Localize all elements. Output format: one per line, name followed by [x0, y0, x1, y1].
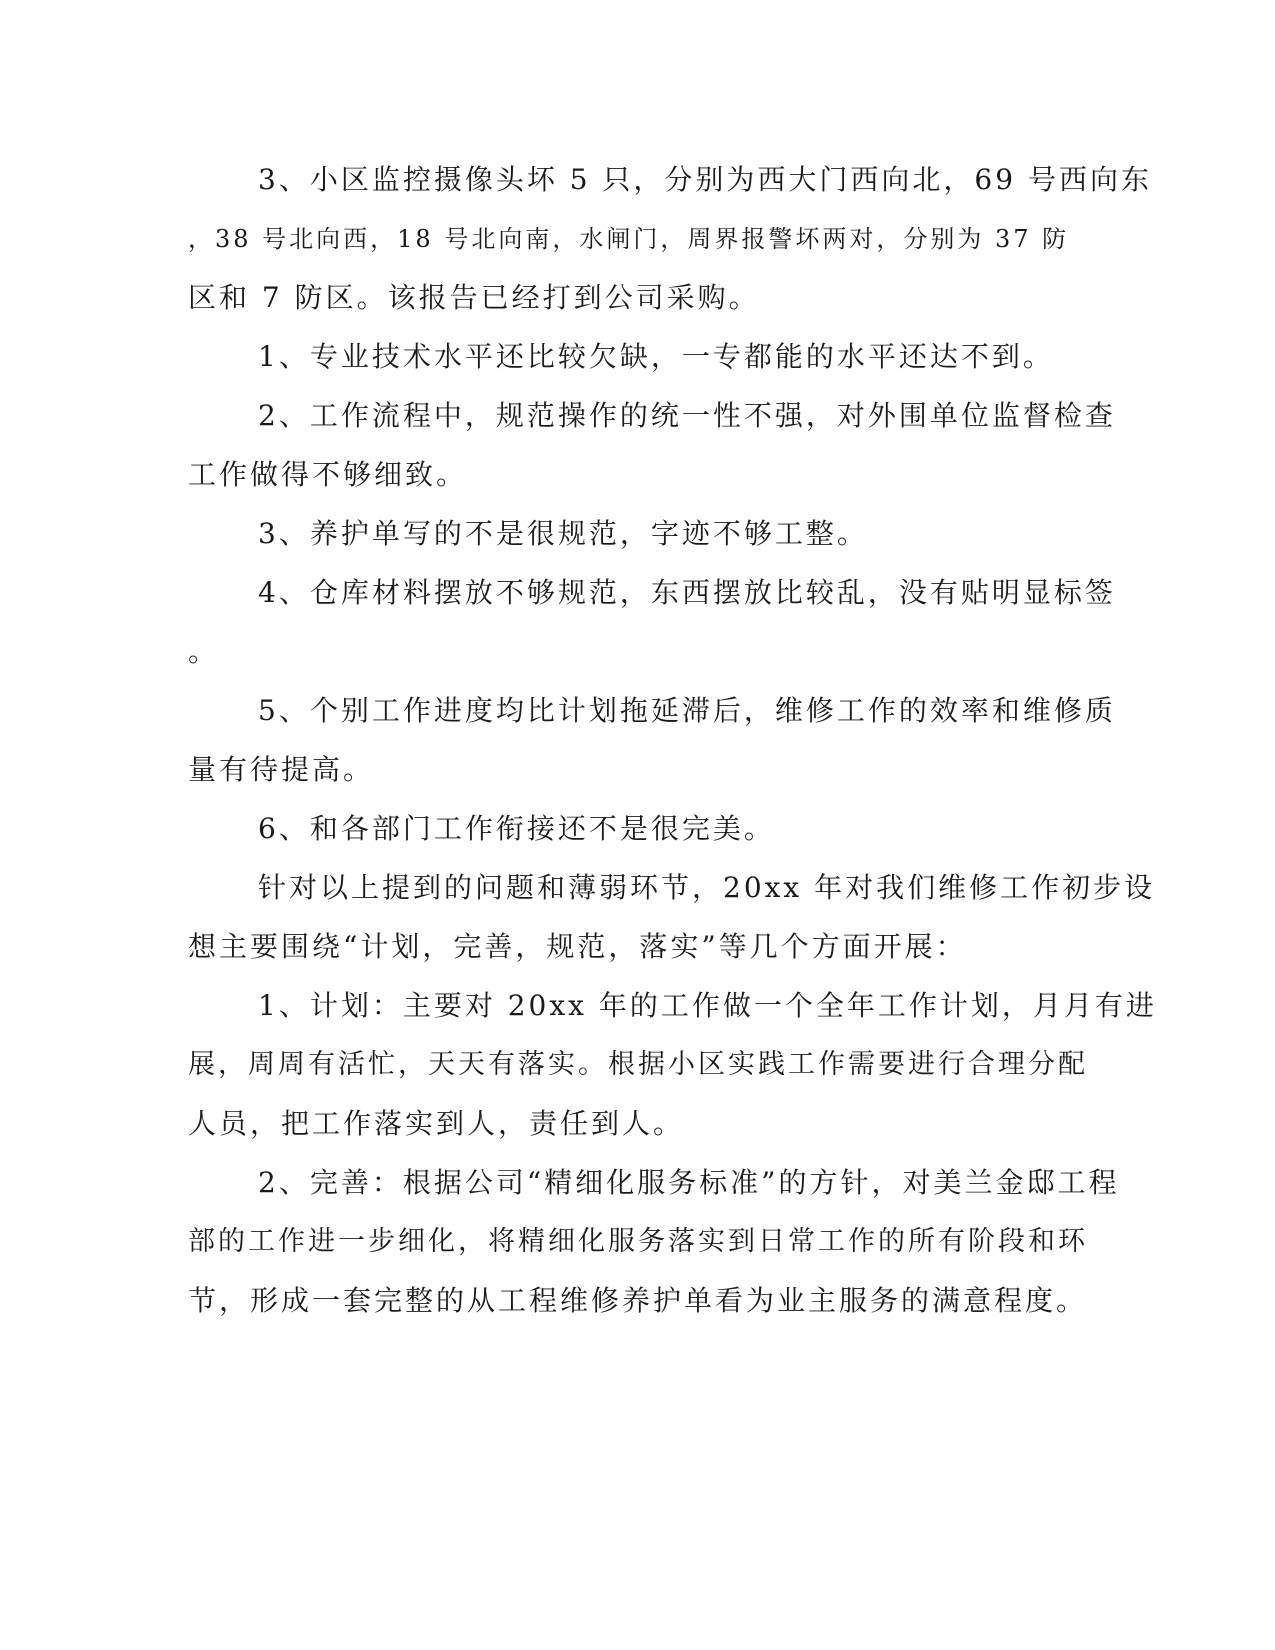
- text-line: 量有待提高。: [188, 753, 375, 786]
- text-line: 1、专业技术水平还比较欠缺，一专都能的水平还达不到。: [258, 340, 1054, 373]
- text-line: 工作做得不够细致。: [188, 458, 468, 491]
- text-line: 节，形成一套完整的从工程维修养护单看为业主服务的满意程度。: [188, 1284, 1088, 1317]
- text-line: 想主要围绕“计划，完善，规范，落实”等几个方面开展：: [188, 930, 967, 963]
- text-line: 针对以上提到的问题和薄弱环节，20xx 年对我们维修工作初步设: [258, 871, 1156, 904]
- text-line: 4、仓库材料摆放不够规范，东西摆放比较乱，没有贴明显标签: [258, 576, 1116, 609]
- text-line: 5、个别工作进度均比计划拖延滞后，维修工作的效率和维修质: [258, 694, 1116, 727]
- text-line: 2、工作流程中，规范操作的统一性不强，对外围单位监督检查: [258, 399, 1116, 432]
- text-line: 3、小区监控摄像头坏 5 只，分别为西大门西向北，69 号西向东: [258, 163, 1152, 196]
- text-line: 人员，把工作落实到人，责任到人。: [188, 1107, 685, 1140]
- text-line: 3、养护单写的不是很规范，字迹不够工整。: [258, 517, 868, 550]
- text-line: 6、和各部门工作衔接还不是很完美。: [258, 812, 775, 845]
- text-line: 。: [188, 635, 220, 668]
- text-line: ，38 号北向西，18 号北向南，水闸门，周界报警坏两对，分别为 37 防: [188, 225, 1070, 253]
- text-line: 部的工作进一步细化，将精细化服务落实到日常工作的所有阶段和环: [188, 1226, 1088, 1257]
- text-line: 2、完善：根据公司“精细化服务标准”的方针，对美兰金邸工程: [258, 1166, 1120, 1199]
- text-line: 1、计划：主要对 20xx 年的工作做一个全年工作计划，月月有进: [258, 989, 1157, 1022]
- text-line: 展，周周有活忙，天天有落实。根据小区实践工作需要进行合理分配: [188, 1049, 1088, 1080]
- text-line: 区和 7 防区。该报告已经打到公司采购。: [188, 281, 760, 314]
